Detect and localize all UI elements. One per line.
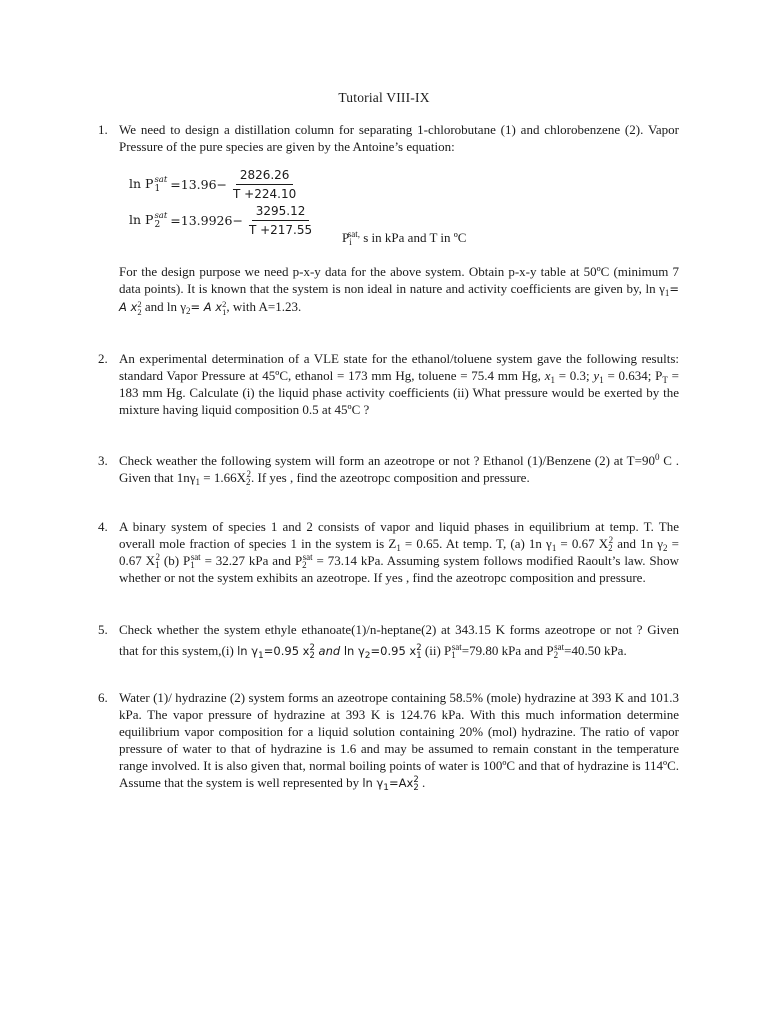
antoine-equation-2: ln P sat 2 =13.9926− $\frac{3295.12}{T +217.55}$ [129, 204, 313, 237]
question-6-text: Water (1)/ hydrazine (2) system forms an azeotrope containing 58.5% (mole) hydrazine at 393 K and 101.3 kPa. The vapor pressure of hydrazine at 393 K is 124.76 kPa. With this much information determine equilibrium vapor composition for a liquid solution containing 20% (mol) hydrazine. The ratio of vapor pressure of water to that of hydrazine is 1.6 and may be assumed to remain constant in the temperature range involved. It is also given that, normal boiling points of water is 100ºC and that of hydrazine is 114ºC. Assume that the system is well represented by $\ln \gamma_1=Ax$ 2 2 . [119, 690, 679, 793]
activity-equation: $\ln \gamma_1=0.95$ x 2 2 and $\ln \gamma_2=0.95$ x 2 1 [237, 642, 422, 661]
question-1 [98, 121, 680, 318]
question-number: 1. [98, 122, 108, 137]
question-1-design: For the design purpose we need p-x-y data for the above system. Obtain p-x-y table at 50ºC (minimum 7 data points). It is known that the system is non ideal in nature and activity coefficients are given by, $\ln \gamma_1= A$ x 2 2 and $\ln \gamma_2= A$ x 2 1 , with A=1.23. [119, 264, 680, 318]
antoine-equations [119, 167, 679, 245]
question-number: 3. [98, 453, 108, 468]
question-4 [98, 518, 679, 586]
question-6 [98, 689, 679, 793]
question-3-text: Check weather the following system will form an azeotrope or not ? Ethanol (1)/Benzene (2) at $T=90^0$ C . Given that $1n\gamma_1 = 1.66X_2^2$. If yes , find the azeotropc composition and pressure. [119, 452, 680, 487]
question-4-text: A binary system of species 1 and 2 consists of vapor and liquid phases in equilibrium at temp. T. The overall mole fraction of species 1 in the system is $Z_1 = 0.65$. At temp. T, (a) 1n $\gamma_1 = 0.67$ $X_2^2$ and 1n $\gamma_2 = 0.67$ $X_1^2$ (b) $P_1^{sat} = 32.27$ kPa and $P_2^{sat} = 73.14$ kPa. Assuming system follows modified Raoult’s law. Show whether or not the system exhibits an azeotrope. If yes , find the azeotropc composition and pressure. [119, 519, 679, 585]
question-5 [98, 619, 679, 662]
question-5-text: Check whether the system ethyle ethanoate(1)/n-heptane(2) at 343.15 K forms azeotrope or not ? Given that for this system,(i) $\ln \gamma_1=0.95$ x 2 2 and $\ln \gamma_2=0.95$ x 2 1 (ii) $P_1^{sat}=79.80$ kPa and $P_2^{sat}=40.50$ kPa. [119, 622, 679, 661]
question-2-text: An experimental determination of a VLE state for the ethanol/toluene system gave the following results: standard Vapor Pressure at 45ºC, ethanol = 173 mm Hg, toluene = 75.4 mm Hg, $x_1 = 0.3$; $y_1 = 0.634$; $P_T = 183$ mm Hg. Calculate (i) the liquid phase activity coefficients (ii) What pressure would be exerted by the mixture having liquid composition 0.5 at 45ºC ? [119, 351, 679, 417]
antoine-equation-1: ln P sat 1 =13.96− $\frac{2826.26}{T +224.10}$ [129, 168, 297, 201]
question-2 [98, 350, 679, 418]
question-number: 2. [98, 351, 108, 366]
question-number: 6. [98, 690, 108, 705]
question-3 [98, 452, 680, 487]
question-1-intro: We need to design a distillation column for separating 1-chlorobutane (1) and chlorobenzene (2). Vapor Pressure of the pure species are given by the Antoine’s equation: [119, 122, 679, 154]
question-number: 5. [98, 622, 108, 637]
activity-equation: $\ln \gamma_1=Ax$ 2 2 [362, 774, 419, 793]
units-note: $P_i^{sat,}$ s in kPa and T in ºC [342, 229, 467, 247]
question-number: 4. [98, 519, 108, 534]
page-title: Tutorial VIII-IX [338, 90, 430, 105]
